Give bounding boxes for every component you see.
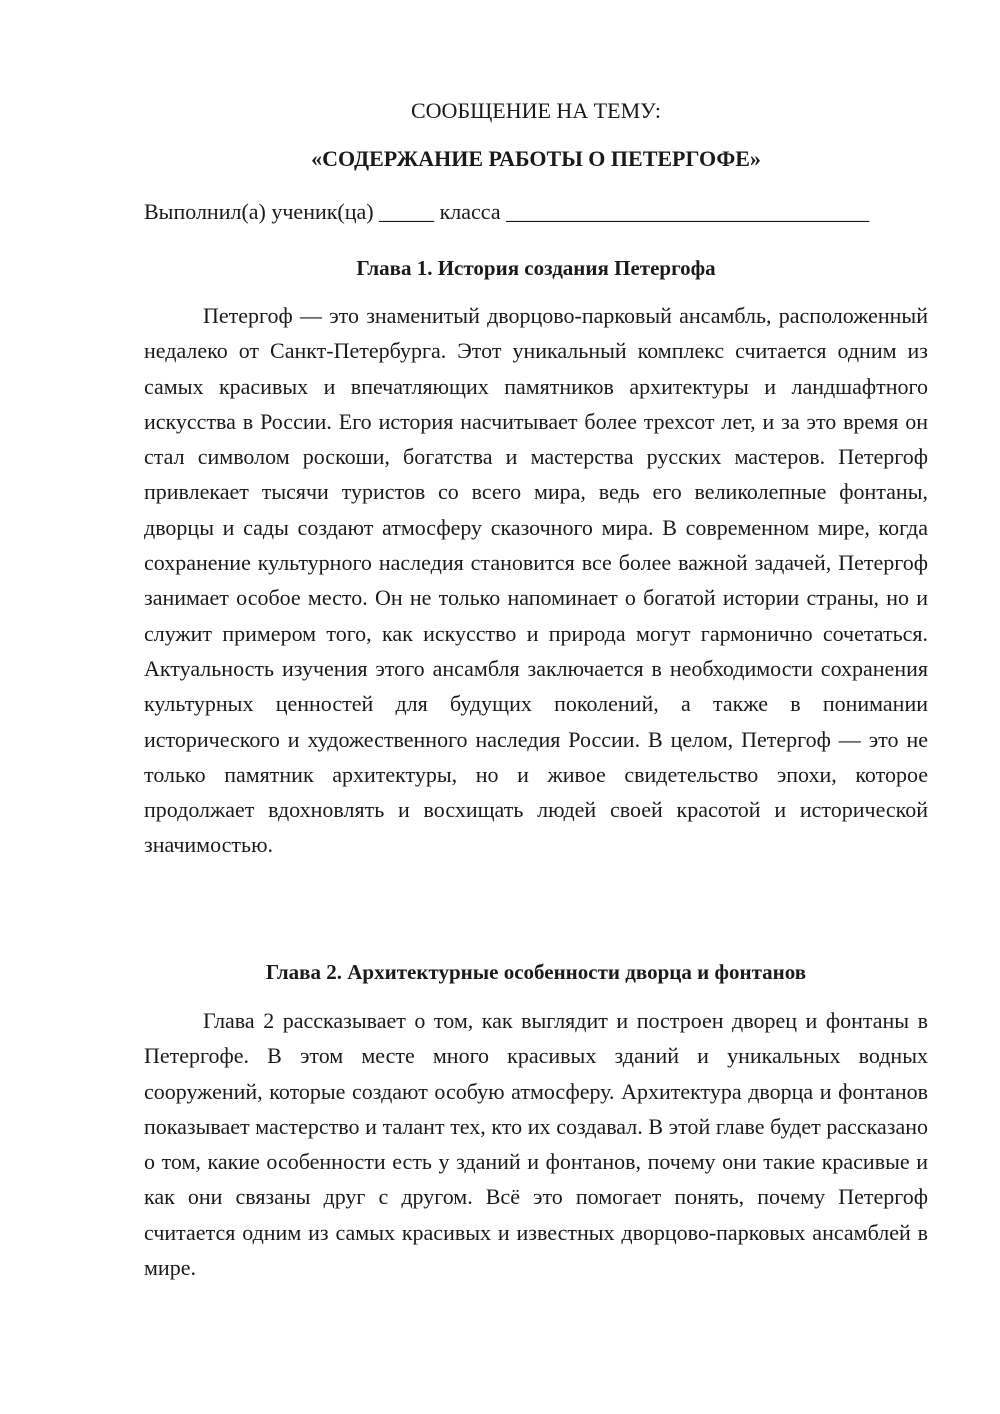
document-topic-title: «СОДЕРЖАНИЕ РАБОТЫ О ПЕТЕРГОФЕ» [311, 146, 761, 171]
chapter-1-title: Глава 1. История создания Петергофа [356, 256, 716, 280]
document-heading: СООБЩЕНИЕ НА ТЕМУ: [411, 98, 661, 123]
chapter-2-paragraph: Глава 2 рассказывает о том, как выглядит и построен дворец и фонтаны в Петергофе. В этом месте много красивых зданий и уникальных водных сооружений, которые создают особую атмосферу. Архитектура дворца и фонтанов показывает мастерство и талант тех, кто их создавал. В этой главе будет рассказано о том, какие особенности есть у зданий и фонтанов, почему они такие красивые и как они связаны друг с другом. Всё это помогает понять, почему Петергоф считается одним из самых красивых и известных дворцово-парковых ансамблей в мире. [144, 1008, 928, 1281]
chapter-2-title: Глава 2. Архитектурные особенности дворца и фонтанов [265, 960, 807, 984]
author-byline: Выполнил(а) ученик(ца) _____ класса _________________________________ [144, 199, 870, 224]
chapter-1-paragraph: Петергоф — это знаменитый дворцово-парковый ансамбль, расположенный недалеко от Санкт-Петербурга. Этот уникальный комплекс считается одним из самых красивых и впечатляющих памятников архитектуры и ландшафтного искусства в России. Его история насчитывает более трехсот лет, и за это время он стал символом роскоши, богатства и мастерства русских мастеров. Петергоф привлекает тысячи туристов со всего мира, ведь его великолепные фонтаны, дворцы и сады создают атмосферу сказочного мира. В современном мире, когда сохранение культурного наследия становится все более важной задачей, Петергоф занимает особое место. Он не только напоминает о богатой истории страны, но и служит примером того, как искусство и природа могут гармонично сочетаться. Актуальность изучения этого ансамбля заключается в необходимости сохранения культурных ценностей для будущих поколений, а также в понимании исторического и художественного наследия России. В целом, Петергоф — это не только памятник архитектуры, но и живое свидетельство эпохи, которое продолжает вдохновлять и восхищать людей своей красотой и исторической значимостью. [144, 303, 928, 858]
